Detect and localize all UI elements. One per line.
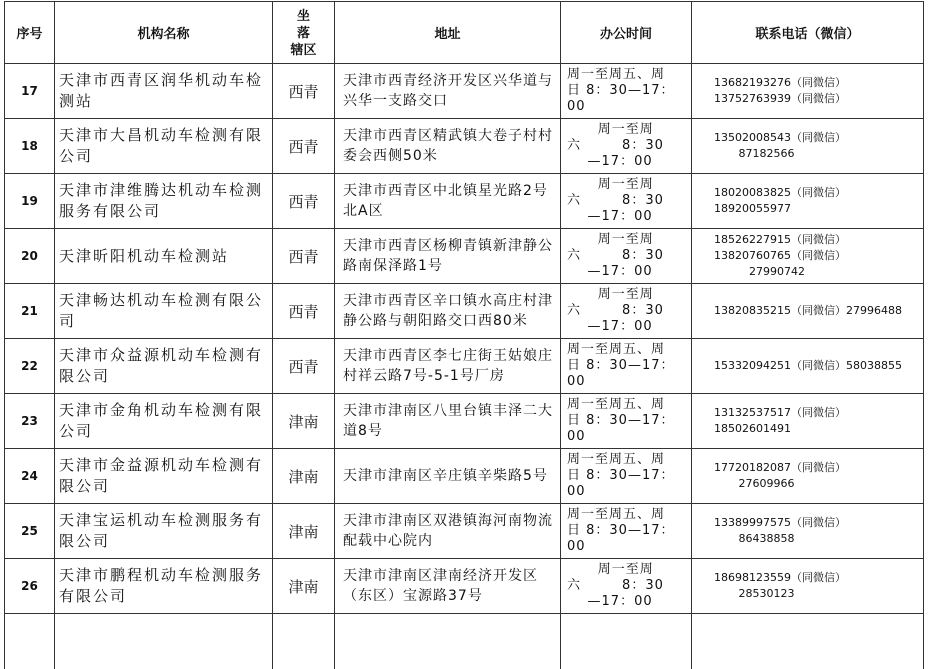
header-phone: 联系电话（微信） bbox=[692, 2, 924, 64]
header-address: 地址 bbox=[335, 2, 561, 64]
row-hours bbox=[561, 339, 692, 394]
row-address: 天津市津南区八里台镇丰泽二大道8号 bbox=[335, 394, 561, 449]
header-district-line: 辖区 bbox=[290, 43, 317, 58]
row-phone bbox=[692, 174, 924, 229]
row-hours-line: —17：00 bbox=[567, 209, 653, 224]
table-row bbox=[5, 339, 924, 394]
row-district: 津南 bbox=[273, 394, 335, 449]
header-hours: 办公时间 bbox=[561, 2, 692, 64]
row-hours-line: 00 bbox=[567, 429, 586, 444]
row-name: 天津市大昌机动车检测有限公司 bbox=[55, 119, 273, 174]
row-district: 西青 bbox=[273, 229, 335, 284]
row-phone-line: 28530123 bbox=[714, 587, 795, 600]
row-hours-line: 周一至周五、周 bbox=[567, 397, 666, 412]
row-phone-line: 18020083825（同微信） bbox=[714, 186, 846, 199]
row-phone bbox=[692, 284, 924, 339]
row-address: 天津市西青区辛口镇水高庄村津静公路与朝阳路交口西80米 bbox=[335, 284, 561, 339]
row-phone-line: 13752763939（同微信） bbox=[714, 92, 846, 105]
row-seq: 21 bbox=[5, 284, 55, 339]
row-address: 天津市西青经济开发区兴华道与兴华一支路交口 bbox=[335, 64, 561, 119]
inspection-station-table bbox=[4, 1, 924, 669]
row-phone-line: 86438858 bbox=[714, 532, 795, 545]
row-phone-line: 13820760765（同微信） bbox=[714, 249, 846, 262]
row-seq: 17 bbox=[5, 64, 55, 119]
row-seq: 23 bbox=[5, 394, 55, 449]
row-district: 西青 bbox=[273, 339, 335, 394]
row-name: 天津宝运机动车检测服务有限公司 bbox=[55, 504, 273, 559]
table-row bbox=[5, 119, 924, 174]
row-district: 西青 bbox=[273, 174, 335, 229]
row-district: 西青 bbox=[273, 284, 335, 339]
row-phone bbox=[692, 504, 924, 559]
row-seq: 24 bbox=[5, 449, 55, 504]
partial-cell bbox=[692, 614, 924, 669]
row-phone-line: 13502008543（同微信） bbox=[714, 131, 846, 144]
row-phone-line: 18920055977 bbox=[714, 202, 791, 215]
row-district: 西青 bbox=[273, 119, 335, 174]
row-name: 天津市金益源机动车检测有限公司 bbox=[55, 449, 273, 504]
row-seq: 22 bbox=[5, 339, 55, 394]
row-hours-line: —17：00 bbox=[567, 594, 653, 609]
row-hours bbox=[561, 64, 692, 119]
row-seq: 25 bbox=[5, 504, 55, 559]
table-row bbox=[5, 394, 924, 449]
row-address: 天津市津南区津南经济开发区（东区）宝源路37号 bbox=[335, 559, 561, 614]
row-hours-line: 六 8：30 bbox=[567, 138, 664, 153]
row-hours-line: 00 bbox=[567, 374, 586, 389]
header-district-line: 落 bbox=[296, 26, 310, 41]
row-hours bbox=[561, 284, 692, 339]
row-phone-line: 18698123559（同微信） bbox=[714, 571, 846, 584]
row-hours bbox=[561, 449, 692, 504]
row-phone-line: 13132537517（同微信） bbox=[714, 406, 846, 419]
row-hours bbox=[561, 174, 692, 229]
row-name: 天津市金角机动车检测有限公司 bbox=[55, 394, 273, 449]
row-district: 津南 bbox=[273, 559, 335, 614]
table-row bbox=[5, 559, 924, 614]
partial-cell bbox=[55, 614, 273, 669]
row-name: 天津市众益源机动车检测有限公司 bbox=[55, 339, 273, 394]
header-seq: 序号 bbox=[5, 2, 55, 64]
table-row bbox=[5, 504, 924, 559]
row-address: 天津市津南区双港镇海河南物流配载中心院内 bbox=[335, 504, 561, 559]
row-address: 天津市西青区杨柳青镇新津静公路南保泽路1号 bbox=[335, 229, 561, 284]
partial-cell bbox=[273, 614, 335, 669]
row-hours-line: 00 bbox=[567, 484, 586, 499]
row-phone bbox=[692, 339, 924, 394]
row-hours-line: 日 8：30—17： bbox=[567, 413, 675, 428]
row-hours-line: 周一至周 bbox=[567, 232, 654, 247]
row-name: 天津市西青区润华机动车检测站 bbox=[55, 64, 273, 119]
row-hours-line: 周一至周五、周 bbox=[567, 452, 666, 467]
row-hours bbox=[561, 229, 692, 284]
row-phone bbox=[692, 394, 924, 449]
header-district-line: 坐 bbox=[296, 9, 310, 24]
row-name: 天津昕阳机动车检测站 bbox=[55, 229, 273, 284]
row-phone bbox=[692, 119, 924, 174]
row-phone-line: 27609966 bbox=[714, 477, 795, 490]
row-hours bbox=[561, 504, 692, 559]
row-hours-line: 周一至周五、周 bbox=[567, 507, 666, 522]
row-phone-line: 15332094251（同微信）58038855 bbox=[714, 359, 902, 372]
row-hours-line: 周一至周 bbox=[567, 122, 654, 137]
row-seq: 19 bbox=[5, 174, 55, 229]
row-name: 天津市鹏程机动车检测服务有限公司 bbox=[55, 559, 273, 614]
row-phone-line: 13682193276（同微信） bbox=[714, 76, 846, 89]
row-hours-line: 周一至周 bbox=[567, 562, 654, 577]
table-row bbox=[5, 449, 924, 504]
partial-cell bbox=[335, 614, 561, 669]
row-address: 天津市津南区辛庄镇辛柴路5号 bbox=[335, 449, 561, 504]
row-hours bbox=[561, 119, 692, 174]
row-hours bbox=[561, 394, 692, 449]
row-district: 津南 bbox=[273, 449, 335, 504]
row-phone-line: 27990742 bbox=[714, 265, 805, 278]
row-hours-line: 00 bbox=[567, 539, 586, 554]
row-seq: 18 bbox=[5, 119, 55, 174]
header-district bbox=[273, 2, 335, 64]
row-phone bbox=[692, 64, 924, 119]
row-hours-line: 周一至周五、周 bbox=[567, 67, 666, 82]
row-hours-line: 六 8：30 bbox=[567, 303, 664, 318]
row-hours-line: 00 bbox=[567, 99, 586, 114]
row-seq: 20 bbox=[5, 229, 55, 284]
row-hours-line: 日 8：30—17： bbox=[567, 83, 675, 98]
table-row bbox=[5, 284, 924, 339]
row-phone-line: 13820835215（同微信）27996488 bbox=[714, 304, 902, 317]
row-phone bbox=[692, 449, 924, 504]
row-hours-line: —17：00 bbox=[567, 319, 653, 334]
row-hours-line: —17：00 bbox=[567, 154, 653, 169]
row-hours bbox=[561, 559, 692, 614]
row-hours-line: 周一至周五、周 bbox=[567, 342, 666, 357]
row-district: 西青 bbox=[273, 64, 335, 119]
row-phone-line: 18502601491 bbox=[714, 422, 791, 435]
row-address: 天津市西青区中北镇星光路2号北A区 bbox=[335, 174, 561, 229]
row-hours-line: 日 8：30—17： bbox=[567, 358, 675, 373]
row-address: 天津市西青区李七庄街王姑娘庄村祥云路7号-5-1号厂房 bbox=[335, 339, 561, 394]
row-address: 天津市西青区精武镇大卷子村村委会西侧50米 bbox=[335, 119, 561, 174]
table-row bbox=[5, 174, 924, 229]
row-name: 天津畅达机动车检测有限公司 bbox=[55, 284, 273, 339]
row-hours-line: —17：00 bbox=[567, 264, 653, 279]
row-hours-line: 六 8：30 bbox=[567, 248, 664, 263]
row-phone-line: 87182566 bbox=[714, 147, 795, 160]
row-hours-line: 周一至周 bbox=[567, 287, 654, 302]
partial-cell bbox=[5, 614, 55, 669]
row-phone-line: 18526227915（同微信） bbox=[714, 233, 846, 246]
row-hours-line: 周一至周 bbox=[567, 177, 654, 192]
table-row bbox=[5, 229, 924, 284]
row-district: 津南 bbox=[273, 504, 335, 559]
row-hours-line: 日 8：30—17： bbox=[567, 523, 675, 538]
row-hours-line: 六 8：30 bbox=[567, 578, 664, 593]
table-row bbox=[5, 64, 924, 119]
row-name: 天津市津维腾达机动车检测服务有限公司 bbox=[55, 174, 273, 229]
partial-cell bbox=[561, 614, 692, 669]
row-hours-line: 六 8：30 bbox=[567, 193, 664, 208]
row-phone bbox=[692, 229, 924, 284]
table-row-partial bbox=[5, 614, 924, 669]
row-phone-line: 17720182087（同微信） bbox=[714, 461, 846, 474]
header-name: 机构名称 bbox=[55, 2, 273, 64]
row-hours-line: 日 8：30—17： bbox=[567, 468, 675, 483]
row-phone bbox=[692, 559, 924, 614]
row-seq: 26 bbox=[5, 559, 55, 614]
row-phone-line: 13389997575（同微信） bbox=[714, 516, 846, 529]
header-row bbox=[5, 2, 924, 64]
